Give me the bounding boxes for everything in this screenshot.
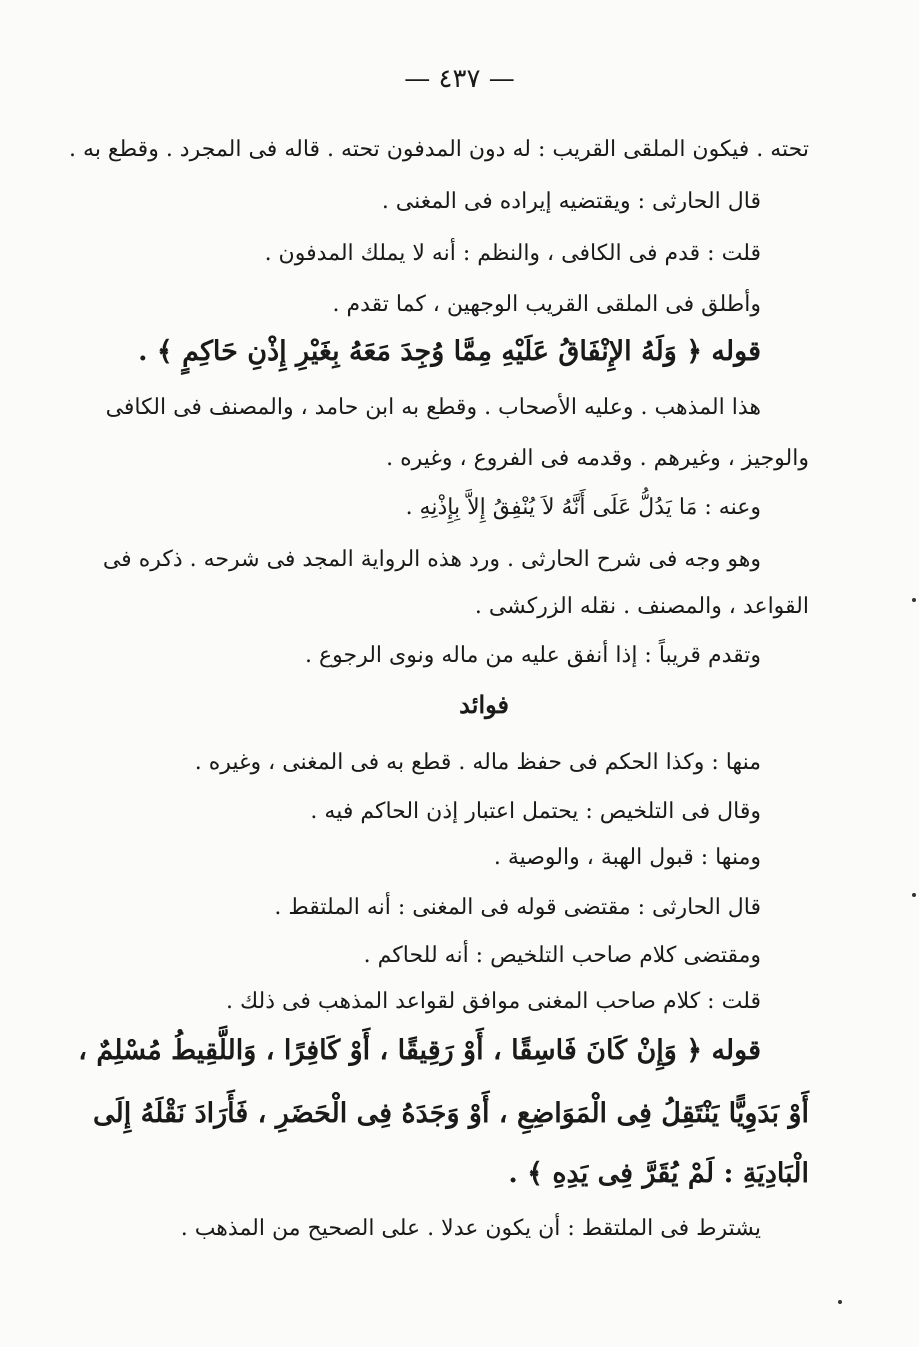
margin-speck: [912, 598, 916, 602]
section-heading: فوائد: [459, 690, 509, 719]
quran-verse-line: قوله ﴿ وَإِنْ كَانَ فَاسِقًا ، أَوْ رَقِيقًا ، أَوْ كَافِرًا ، وَاللَّقِيطُ مُسْلِمٌ ،: [78, 1035, 761, 1066]
margin-speck: [912, 893, 916, 897]
text-line: قال الحارثى : ويقتضيه إيراده فى المغنى .: [381, 189, 761, 214]
text-line: ومقتضى كلام صاحب التلخيص : أنه للحاكم .: [363, 943, 761, 968]
text-line: ومنها : قبول الهبة ، والوصية .: [493, 845, 761, 870]
quran-verse-line: أَوْ بَدَوِيًّا يَنْتَقِلُ فِى الْمَوَاضِعِ ، أَوْ وَجَدَهُ فِى الْحَضَرِ ، فَأَرَادَ نَقْلَهُ إِلَى: [92, 1098, 809, 1129]
text-line: يشترط فى الملتقط : أن يكون عدلا . على الصحيح من المذهب .: [180, 1216, 761, 1241]
text-line: وأطلق فى الملقى القريب الوجهين ، كما تقدم .: [332, 292, 761, 317]
text-line: والوجيز ، وغيرهم . وقدمه فى الفروع ، وغيره .: [386, 446, 809, 471]
text-line: وتقدم قريباً : إذا أنفق عليه من ماله ونوى الرجوع .: [305, 643, 761, 668]
text-line: منها : وكذا الحكم فى حفظ ماله . قطع به فى المغنى ، وغيره .: [194, 750, 761, 775]
text-line: هذا المذهب . وعليه الأصحاب . وقطع به ابن حامد ، والمصنف فى الكافى: [105, 395, 761, 420]
quran-verse-line: قوله ﴿ وَلَهُ الإِنْفَاقُ عَلَيْهِ مِمَّا وُجِدَ مَعَهُ بِغَيْرِ إِذْنِ حَاكِمٍ ﴾ .: [138, 336, 761, 367]
text-line: قال الحارثى : مقتضى قوله فى المغنى : أنه الملتقط .: [274, 895, 761, 920]
text-line: القواعد ، والمصنف . نقله الزركشى .: [474, 594, 809, 619]
page-number: — ٤٣٧ —: [404, 64, 515, 94]
text-line: قلت : كلام صاحب المغنى موافق لقواعد المذهب فى ذلك .: [226, 989, 761, 1014]
text-line: وعنه : مَا يَدُلُّ عَلَى أَنَّهُ لاَ يُنْفِقُ إِلاَّ بِإِذْنِهِ .: [405, 495, 761, 520]
text-line: تحته . فيكون الملقى القريب : له دون المدفون تحته . قاله فى المجرد . وقطع به .: [69, 137, 809, 162]
quran-verse-line: الْبَادِيَةِ : لَمْ يُقَرَّ فِى يَدِهِ ﴾ .: [508, 1158, 809, 1189]
margin-speck: [838, 1300, 842, 1304]
text-line: وقال فى التلخيص : يحتمل اعتبار إذن الحاكم فيه .: [310, 799, 761, 824]
text-line: وهو وجه فى شرح الحارثى . ورد هذه الرواية المجد فى شرحه . ذكره فى: [102, 547, 761, 572]
text-line: قلت : قدم فى الكافى ، والنظم : أنه لا يملك المدفون .: [264, 241, 761, 266]
